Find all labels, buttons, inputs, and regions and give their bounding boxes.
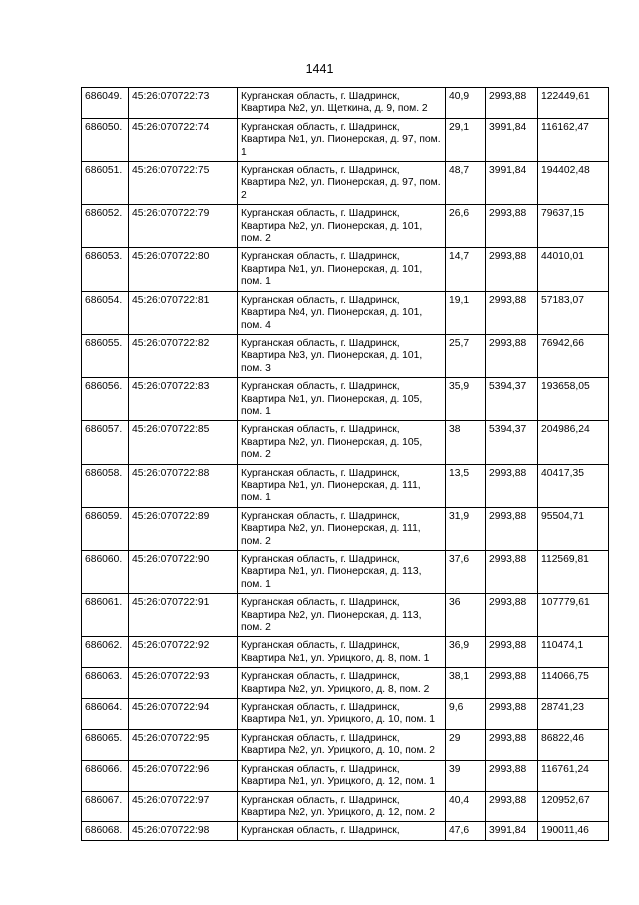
area-cell: 29 bbox=[446, 729, 486, 760]
row-number-cell: 686061. bbox=[82, 594, 129, 637]
table-row bbox=[82, 248, 609, 291]
row-number-cell: 686054. bbox=[82, 291, 129, 334]
table-row bbox=[82, 464, 609, 507]
cost-cell: 116761,24 bbox=[538, 760, 609, 791]
address-cell: Курганская область, г. Шадринск, Квартира №1, ул. Пионерская, д. 113, пом. 1 bbox=[238, 551, 446, 594]
rate-cell: 2993,88 bbox=[486, 668, 538, 699]
cadastral-number-cell: 45:26:070722:83 bbox=[129, 378, 238, 421]
cost-cell: 86822,46 bbox=[538, 729, 609, 760]
address-cell: Курганская область, г. Шадринск, Квартира №3, ул. Пионерская, д. 101, пом. 3 bbox=[238, 334, 446, 377]
area-cell: 35,9 bbox=[446, 378, 486, 421]
row-number-cell: 686050. bbox=[82, 118, 129, 161]
cadastral-number-cell: 45:26:070722:82 bbox=[129, 334, 238, 377]
rate-cell: 3991,84 bbox=[486, 822, 538, 840]
cadastral-number-cell: 45:26:070722:94 bbox=[129, 699, 238, 730]
cost-cell: 116162,47 bbox=[538, 118, 609, 161]
row-number-cell: 686065. bbox=[82, 729, 129, 760]
address-cell: Курганская область, г. Шадринск, Квартира №2, ул. Пионерская, д. 105, пом. 2 bbox=[238, 421, 446, 464]
address-cell: Курганская область, г. Шадринск, Квартира №2, ул. Пионерская, д. 113, пом. 2 bbox=[238, 594, 446, 637]
rate-cell: 5394,37 bbox=[486, 378, 538, 421]
rate-cell: 2993,88 bbox=[486, 637, 538, 668]
cadastral-number-cell: 45:26:070722:73 bbox=[129, 88, 238, 119]
address-cell: Курганская область, г. Шадринск, Квартира №2, ул. Урицкого, д. 12, пом. 2 bbox=[238, 791, 446, 822]
rate-cell: 2993,88 bbox=[486, 551, 538, 594]
property-table-body bbox=[82, 88, 609, 841]
table-row bbox=[82, 551, 609, 594]
cadastral-number-cell: 45:26:070722:96 bbox=[129, 760, 238, 791]
cost-cell: 40417,35 bbox=[538, 464, 609, 507]
area-cell: 14,7 bbox=[446, 248, 486, 291]
table-row bbox=[82, 118, 609, 161]
cost-cell: 79637,15 bbox=[538, 205, 609, 248]
row-number-cell: 686064. bbox=[82, 699, 129, 730]
row-number-cell: 686055. bbox=[82, 334, 129, 377]
address-cell: Курганская область, г. Шадринск, bbox=[238, 822, 446, 840]
area-cell: 38,1 bbox=[446, 668, 486, 699]
cadastral-number-cell: 45:26:070722:75 bbox=[129, 162, 238, 205]
cadastral-number-cell: 45:26:070722:79 bbox=[129, 205, 238, 248]
cadastral-number-cell: 45:26:070722:80 bbox=[129, 248, 238, 291]
area-cell: 48,7 bbox=[446, 162, 486, 205]
cadastral-number-cell: 45:26:070722:81 bbox=[129, 291, 238, 334]
cost-cell: 110474,1 bbox=[538, 637, 609, 668]
rate-cell: 2993,88 bbox=[486, 699, 538, 730]
area-cell: 19,1 bbox=[446, 291, 486, 334]
address-cell: Курганская область, г. Шадринск, Квартира №1, ул. Пионерская, д. 105, пом. 1 bbox=[238, 378, 446, 421]
area-cell: 13,5 bbox=[446, 464, 486, 507]
address-cell: Курганская область, г. Шадринск, Квартира №1, ул. Урицкого, д. 10, пом. 1 bbox=[238, 699, 446, 730]
table-row bbox=[82, 822, 609, 840]
table-row bbox=[82, 699, 609, 730]
address-cell: Курганская область, г. Шадринск, Квартира №1, ул. Пионерская, д. 111, пом. 1 bbox=[238, 464, 446, 507]
table-row bbox=[82, 760, 609, 791]
cost-cell: 57183,07 bbox=[538, 291, 609, 334]
cadastral-number-cell: 45:26:070722:89 bbox=[129, 507, 238, 550]
address-cell: Курганская область, г. Шадринск, Квартира №2, ул. Пионерская, д. 101, пом. 2 bbox=[238, 205, 446, 248]
address-cell: Курганская область, г. Шадринск, Квартира №4, ул. Пионерская, д. 101, пом. 4 bbox=[238, 291, 446, 334]
rate-cell: 2993,88 bbox=[486, 88, 538, 119]
area-cell: 29,1 bbox=[446, 118, 486, 161]
area-cell: 47,6 bbox=[446, 822, 486, 840]
cost-cell: 112569,81 bbox=[538, 551, 609, 594]
cost-cell: 190011,46 bbox=[538, 822, 609, 840]
row-number-cell: 686052. bbox=[82, 205, 129, 248]
cadastral-number-cell: 45:26:070722:85 bbox=[129, 421, 238, 464]
page-number: 1441 bbox=[305, 62, 334, 76]
rate-cell: 2993,88 bbox=[486, 464, 538, 507]
cost-cell: 76942,66 bbox=[538, 334, 609, 377]
cadastral-number-cell: 45:26:070722:90 bbox=[129, 551, 238, 594]
table-row bbox=[82, 668, 609, 699]
cadastral-number-cell: 45:26:070722:88 bbox=[129, 464, 238, 507]
area-cell: 38 bbox=[446, 421, 486, 464]
area-cell: 39 bbox=[446, 760, 486, 791]
rate-cell: 2993,88 bbox=[486, 205, 538, 248]
rate-cell: 3991,84 bbox=[486, 162, 538, 205]
address-cell: Курганская область, г. Шадринск, Квартира №1, ул. Урицкого, д. 8, пом. 1 bbox=[238, 637, 446, 668]
cost-cell: 28741,23 bbox=[538, 699, 609, 730]
address-cell: Курганская область, г. Шадринск, Квартира №1, ул. Пионерская, д. 101, пом. 1 bbox=[238, 248, 446, 291]
table-row bbox=[82, 334, 609, 377]
address-cell: Курганская область, г. Шадринск, Квартира №1, ул. Урицкого, д. 12, пом. 1 bbox=[238, 760, 446, 791]
cost-cell: 194402,48 bbox=[538, 162, 609, 205]
table-row bbox=[82, 291, 609, 334]
rate-cell: 2993,88 bbox=[486, 334, 538, 377]
table-row bbox=[82, 637, 609, 668]
rate-cell: 2993,88 bbox=[486, 248, 538, 291]
rate-cell: 2993,88 bbox=[486, 594, 538, 637]
cadastral-number-cell: 45:26:070722:93 bbox=[129, 668, 238, 699]
table-row bbox=[82, 421, 609, 464]
area-cell: 37,6 bbox=[446, 551, 486, 594]
table-row bbox=[82, 791, 609, 822]
address-cell: Курганская область, г. Шадринск, Квартира №2, ул. Урицкого, д. 10, пом. 2 bbox=[238, 729, 446, 760]
rate-cell: 3991,84 bbox=[486, 118, 538, 161]
rate-cell: 5394,37 bbox=[486, 421, 538, 464]
table-row bbox=[82, 729, 609, 760]
area-cell: 25,7 bbox=[446, 334, 486, 377]
row-number-cell: 686059. bbox=[82, 507, 129, 550]
area-cell: 36 bbox=[446, 594, 486, 637]
area-cell: 36,9 bbox=[446, 637, 486, 668]
cost-cell: 44010,01 bbox=[538, 248, 609, 291]
cadastral-number-cell: 45:26:070722:92 bbox=[129, 637, 238, 668]
table-row bbox=[82, 378, 609, 421]
cost-cell: 95504,71 bbox=[538, 507, 609, 550]
cost-cell: 120952,67 bbox=[538, 791, 609, 822]
row-number-cell: 686051. bbox=[82, 162, 129, 205]
cost-cell: 114066,75 bbox=[538, 668, 609, 699]
area-cell: 40,9 bbox=[446, 88, 486, 119]
row-number-cell: 686058. bbox=[82, 464, 129, 507]
rate-cell: 2993,88 bbox=[486, 291, 538, 334]
row-number-cell: 686056. bbox=[82, 378, 129, 421]
rate-cell: 2993,88 bbox=[486, 791, 538, 822]
cost-cell: 107779,61 bbox=[538, 594, 609, 637]
area-cell: 9,6 bbox=[446, 699, 486, 730]
row-number-cell: 686068. bbox=[82, 822, 129, 840]
cadastral-number-cell: 45:26:070722:95 bbox=[129, 729, 238, 760]
row-number-cell: 686063. bbox=[82, 668, 129, 699]
table-row bbox=[82, 88, 609, 119]
cadastral-number-cell: 45:26:070722:74 bbox=[129, 118, 238, 161]
address-cell: Курганская область, г. Шадринск, Квартира №2, ул. Урицкого, д. 8, пом. 2 bbox=[238, 668, 446, 699]
cost-cell: 193658,05 bbox=[538, 378, 609, 421]
rate-cell: 2993,88 bbox=[486, 760, 538, 791]
address-cell: Курганская область, г. Шадринск, Квартира №2, ул. Пионерская, д. 97, пом. 2 bbox=[238, 162, 446, 205]
area-cell: 26,6 bbox=[446, 205, 486, 248]
table-row bbox=[82, 205, 609, 248]
row-number-cell: 686057. bbox=[82, 421, 129, 464]
table-row bbox=[82, 594, 609, 637]
rate-cell: 2993,88 bbox=[486, 729, 538, 760]
address-cell: Курганская область, г. Шадринск, Квартира №2, ул. Пионерская, д. 111, пом. 2 bbox=[238, 507, 446, 550]
cadastral-number-cell: 45:26:070722:98 bbox=[129, 822, 238, 840]
cadastral-number-cell: 45:26:070722:91 bbox=[129, 594, 238, 637]
cost-cell: 122449,61 bbox=[538, 88, 609, 119]
cadastral-number-cell: 45:26:070722:97 bbox=[129, 791, 238, 822]
cost-cell: 204986,24 bbox=[538, 421, 609, 464]
address-cell: Курганская область, г. Шадринск, Квартира №2, ул. Щеткина, д. 9, пом. 2 bbox=[238, 88, 446, 119]
row-number-cell: 686067. bbox=[82, 791, 129, 822]
address-cell: Курганская область, г. Шадринск, Квартира №1, ул. Пионерская, д. 97, пом. 1 bbox=[238, 118, 446, 161]
rate-cell: 2993,88 bbox=[486, 507, 538, 550]
table-row bbox=[82, 507, 609, 550]
area-cell: 31,9 bbox=[446, 507, 486, 550]
row-number-cell: 686062. bbox=[82, 637, 129, 668]
row-number-cell: 686053. bbox=[82, 248, 129, 291]
area-cell: 40,4 bbox=[446, 791, 486, 822]
row-number-cell: 686049. bbox=[82, 88, 129, 119]
row-number-cell: 686060. bbox=[82, 551, 129, 594]
table-row bbox=[82, 162, 609, 205]
property-table bbox=[81, 87, 609, 841]
row-number-cell: 686066. bbox=[82, 760, 129, 791]
